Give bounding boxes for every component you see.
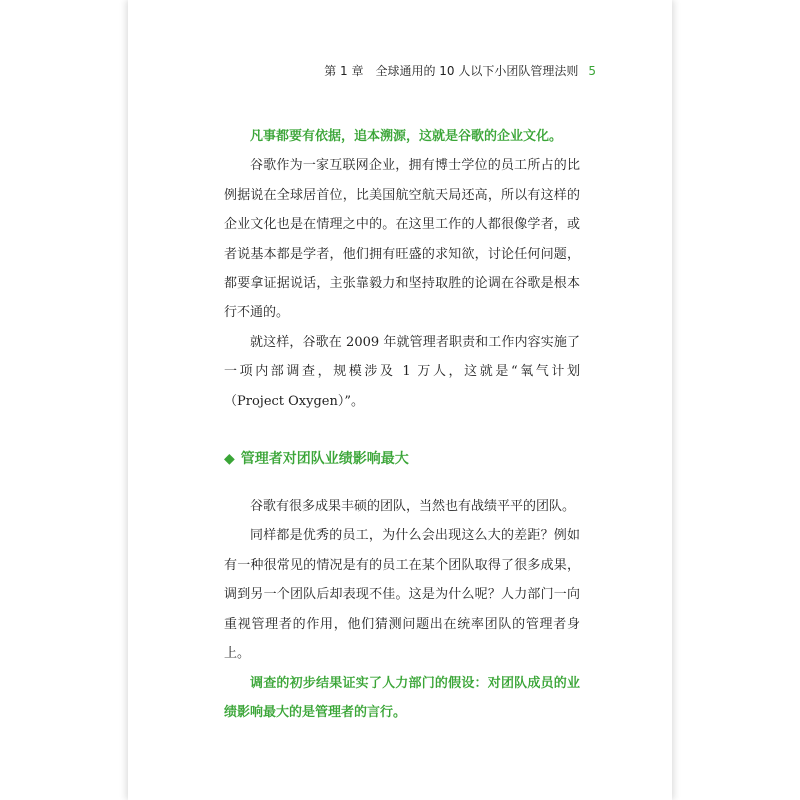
page-number: 5 <box>588 64 596 78</box>
diamond-bullet-icon: ◆ <box>224 451 235 468</box>
highlight-paragraph: 调查的初步结果证实了人力部门的假设：对团队成员的业绩影响最大的是管理者的言行。 <box>224 675 580 720</box>
body-paragraph: 谷歌有很多成果丰硕的团队，当然也有战绩平平的团队。 <box>250 499 576 515</box>
body-paragraph: 就这样，谷歌在 2009 年就管理者职责和工作内容实施了一项内部调查，规模涉及 1 万人，这就是“氧气计划（Project Oxygen）”。 <box>224 334 580 409</box>
section-heading <box>224 448 580 470</box>
book-page <box>128 0 672 800</box>
body-paragraph: 谷歌作为一家互联网企业，拥有博士学位的员工所占的比例据说在全球居首位，比美国航空航天局还高，所以有这样的企业文化也是在情理之中的。在这里工作的人都很像学者，或者说基本都是学者，他们拥有旺盛的求知欲，讨论任何问题，都要拿证据说话，主张靠毅力和坚持取胜的论调在谷歌是根本行不通的。 <box>224 158 580 321</box>
running-header <box>324 62 596 79</box>
body-paragraph: 同样都是优秀的员工，为什么会出现这么大的差距？例如有一种很常见的情况是有的员工在某个团队取得了很多成果，调到另一个团队后却表现不佳。这是为什么呢？人力部门一向重视管理者的作用，他们猜测问题出在统率团队的管理者身上。 <box>224 528 580 662</box>
page-body <box>224 122 580 727</box>
highlight-paragraph: 凡事都要有依据，追本溯源，这就是谷歌的企业文化。 <box>250 129 563 144</box>
chapter-title: 第 1 章 全球通用的 10 人以下小团队管理法则 <box>324 64 579 78</box>
section-heading-text: 管理者对团队业绩影响最大 <box>240 451 409 468</box>
